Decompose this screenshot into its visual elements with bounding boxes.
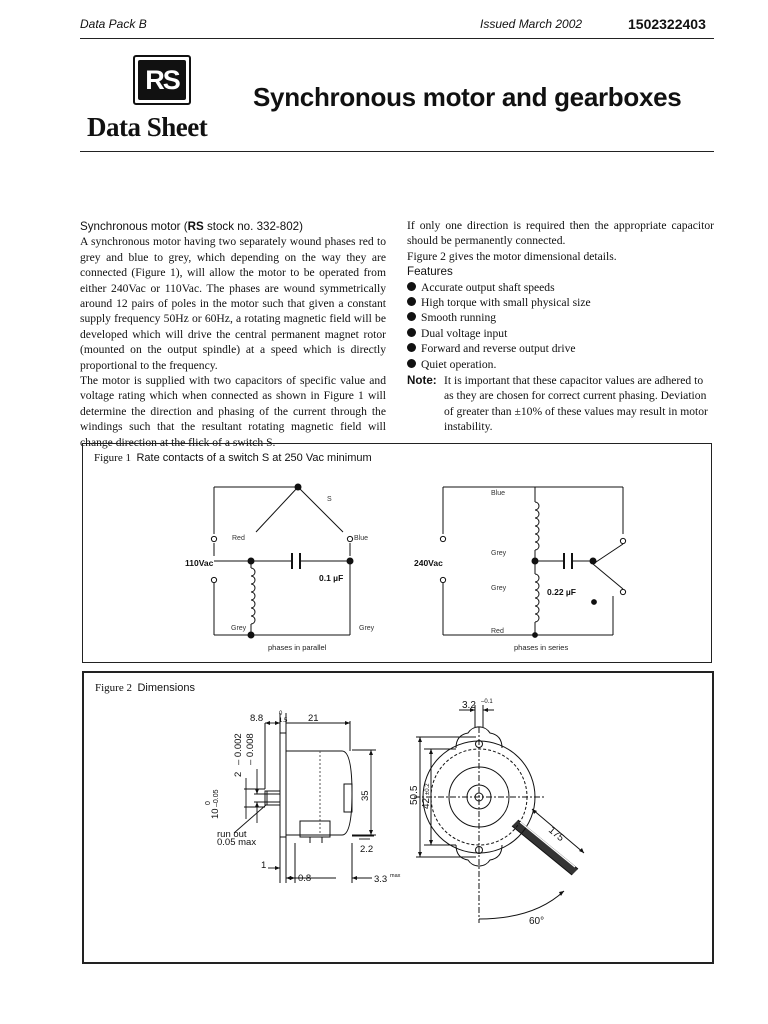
bullet-icon <box>407 328 416 337</box>
dim-3-3: 3.3 <box>374 874 388 885</box>
grey-wire-label: Grey <box>491 585 507 592</box>
grey-wire-label: Grey <box>491 550 507 557</box>
figure2-dimension-drawings <box>84 673 708 958</box>
parallel-caption: phases in parallel <box>268 643 327 652</box>
features-heading: Features <box>407 265 453 279</box>
dim-42: 42 <box>421 797 432 809</box>
note-label: Note: <box>407 374 437 388</box>
voltage-240-label: 240Vac <box>414 558 443 568</box>
feature-item: Accurate output shaft speeds <box>407 280 714 295</box>
motor-heading: Synchronous motor (RS stock no. 332-802) <box>80 220 303 233</box>
right-column <box>407 218 714 435</box>
feature-item: Dual voltage input <box>407 326 714 341</box>
feature-item: Smooth running <box>407 310 714 325</box>
dim-10: 10 <box>210 808 221 819</box>
bullet-icon <box>407 359 416 368</box>
bullet-icon <box>407 312 416 321</box>
runout-label: run out <box>217 829 247 840</box>
dim-1: 1 <box>261 860 267 871</box>
dim-10-tolerance-005: –0.05 <box>213 789 220 807</box>
header-issue-date: Issued March 2002 <box>480 17 583 31</box>
capacitor-value-label: 0.22 µF <box>547 587 576 597</box>
voltage-110-label: 110Vac <box>185 558 214 568</box>
dim-tolerance-008: – 0.008 <box>245 733 256 765</box>
dim-3-3-max: max <box>390 873 401 879</box>
dim-60-degrees: 60° <box>529 916 545 927</box>
figure1-box <box>82 443 712 663</box>
title-rule <box>80 151 714 152</box>
rs-logo-text: RS <box>138 60 186 100</box>
bullet-icon <box>407 343 416 352</box>
dim-1-5: 1.5 <box>279 718 288 724</box>
feature-item: Forward and reverse output drive <box>407 341 714 356</box>
figure2-caption: Figure 2 Dimensions <box>95 682 195 694</box>
feature-item: Quiet operation. <box>407 357 714 372</box>
dim-0-8: 0.8 <box>298 873 312 884</box>
dim-42-tolerance: ±0.2 <box>425 783 431 795</box>
note-text: It is important that these capacitor values are adhered to as they are chosen for correct current phasing. Deviation of greater than ±10% of these values may result in motor instability. <box>444 374 708 434</box>
switch-s-label: S <box>327 496 332 503</box>
figure2-reference: Figure 2 gives the motor dimensional details. <box>407 249 617 263</box>
runout-max-label: 0.05 max <box>217 837 257 848</box>
blue-wire-label: Blue <box>491 490 506 497</box>
dim-50-5: 50.5 <box>409 785 420 805</box>
dim-3-2-tolerance: –0.1 <box>481 699 493 705</box>
bullet-icon <box>407 282 416 291</box>
figure1-caption: Figure 1 Rate contacts of a switch S at 250 Vac minimum <box>94 452 372 464</box>
grey-wire-label: Grey <box>231 625 247 632</box>
red-wire-label: Red <box>491 628 504 635</box>
dim-2: 2 <box>233 771 244 777</box>
header-document-code: 1502322403 <box>628 16 706 32</box>
series-caption: phases in series <box>514 643 569 652</box>
capacitor-value-label: 0.1 µF <box>319 573 344 583</box>
dim-2-2: 2.2 <box>360 844 374 855</box>
dim-8-8: 8.8 <box>250 713 264 724</box>
note-block <box>407 373 714 435</box>
dim-175: 175 <box>546 824 566 845</box>
dim-3-2: 3.2 <box>462 700 476 711</box>
rs-logo <box>133 55 191 105</box>
header-rule <box>80 38 714 39</box>
blue-wire-label: Blue <box>354 535 369 542</box>
motor-description-paragraph: A synchronous motor having two separately wound phases red to grey and blue to grey, which depending on the way they are connected (Figure 1), will allow the motor to be operated from either 240Vac or 110Vac. The phases are wound symmetrically around 12 pairs of poles in the motor such that given a constant supply frequency 50Hz or 60Hz, a rotating magnetic field will be developed which will drive the central permanent magnet rotor (mounted on the output spindle) at a speed which is directly proportional to the frequency. <box>80 235 386 372</box>
left-column <box>80 219 386 450</box>
dim-21: 21 <box>308 713 319 724</box>
bullet-icon <box>407 297 416 306</box>
dim-35: 35 <box>360 790 371 801</box>
red-wire-label: Red <box>232 535 245 542</box>
dim-0: 0 <box>279 711 283 717</box>
data-sheet-label: Data Sheet <box>87 112 208 142</box>
figure1-wiring-diagrams <box>83 444 711 662</box>
grey-wire-label: Grey <box>359 625 375 632</box>
header-pack-label: Data Pack B <box>80 17 147 31</box>
direction-paragraph: If only one direction is required then the appropriate capacitor should be permanently connected. <box>407 219 714 248</box>
dim-tolerance-002: – 0.002 <box>233 733 244 765</box>
figure2-box <box>82 671 714 964</box>
capacitor-paragraph: The motor is supplied with two capacitors of specific value and voltage rating which when connected as shown in Figure 1 will determine the direction and phasing of the current through the windings such that the resultant rotating magnetic field will change direction at the flick of a switch S. <box>80 374 386 449</box>
dim-10-tolerance-0: 0 <box>205 801 212 805</box>
page-title: Synchronous motor and gearboxes <box>253 82 682 112</box>
feature-item: High torque with small physical size <box>407 295 714 310</box>
